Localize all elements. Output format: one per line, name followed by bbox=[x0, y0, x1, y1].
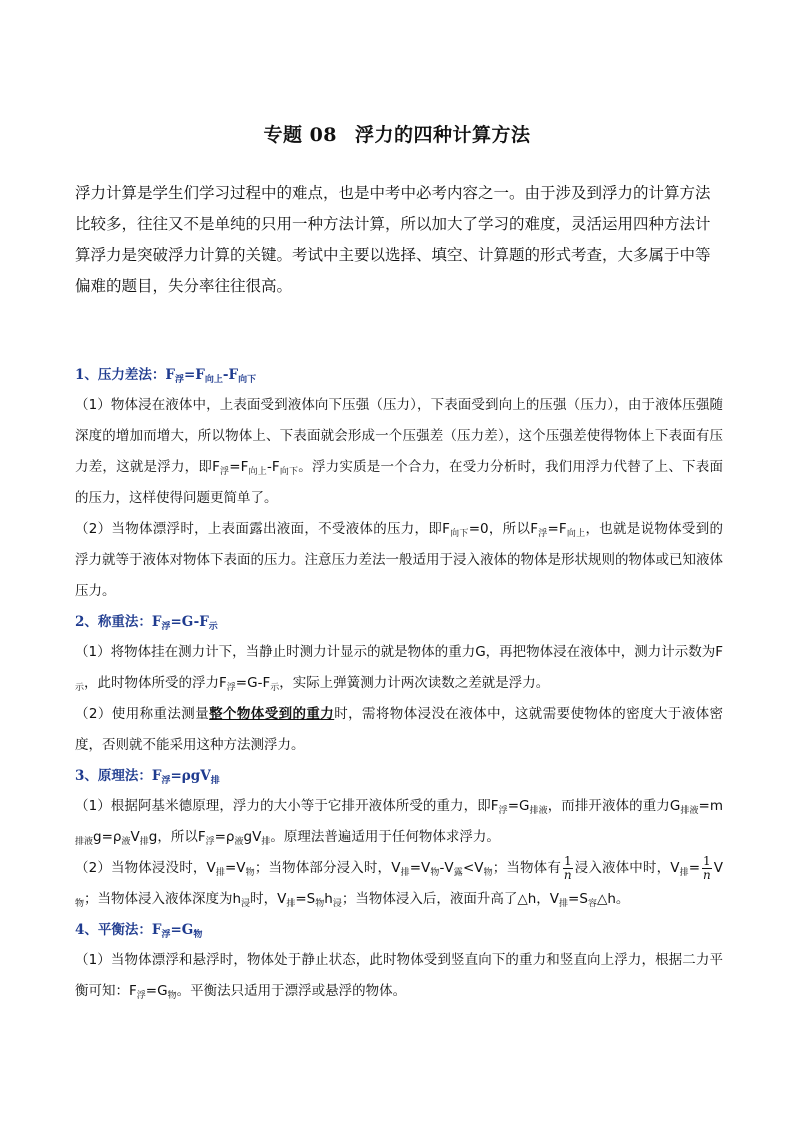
fraction-one-over-n: $\frac{1}{n}$ bbox=[563, 853, 572, 882]
section-1-paragraph-1: （1）物体浸在液体中，上表面受到液体向下压强（压力），下表面受到向上的压强（压力），由于液体压强随深度的增加而增大，所以物体上、下表面就会形成一个压强差（压力差），这个压强差使得物体上下表面有压力差，这就是浮力，即$F_浮=F_{向上}-F_{向下}$。浮力实质是一个合力，在受力分析时，我们用浮力代替了上、下表面的压力，这样使得问题更简单了。 bbox=[75, 397, 723, 506]
section-3-paragraph-1: （1）根据阿基米德原理，浮力的大小等于它排开液体所受的重力，即$F_浮=G_{排液}$，而排开液体的重力$G_{排液}=m_{排液}g=\rho_液V_排g$，所以$F_浮=\rho_液gV_排$。原理法普遍适用于任何物体求浮力。 bbox=[75, 798, 723, 847]
section-2-paragraph-2: （2）使用称重法测量整个物体受到的重力时，需将物体浸没在液体中，这就需要使物体的密度大于液体密度，否则就不能采用这种方法测浮力。 bbox=[75, 706, 724, 753]
page-title bbox=[0, 120, 794, 147]
intro-paragraph bbox=[75, 178, 723, 302]
section-2-paragraph-1: （1）将物体挂在测力计下，当静止时测力计显示的就是物体的重力G，再把物体浸在液体中，测力计示数为$F_示$，此时物体所受的浮力$F_浮=G-F_示$，实际上弹簧测力计两次读数之差就是浮力。 bbox=[75, 644, 723, 693]
content-body bbox=[75, 360, 723, 1007]
fraction-one-over-n-2: $\frac{1}{n}$ bbox=[703, 853, 711, 882]
title-main: 浮力的四种计算方法 bbox=[355, 124, 531, 146]
underlined-phrase: 整个物体受到的重力 bbox=[209, 706, 335, 722]
section-1-heading: 1、压力差法：$F_浮=F_{向上}-F_{向下}$ bbox=[75, 367, 257, 385]
section-3-paragraph-2: （2）当物体浸没时，$V_排=V_物$；当物体部分浸入时，$V_排=V_物-V_露<V_物$；当物体有 $\frac{1}{n}$ 浸入液体中时，$V_排=$ $\frac{1}{n}$ $V_物$；当物体浸入液体深度为$h_浸$时，$V_排=S_物h_浸$；当物体浸入后，液面升高了△h，$V_排=S_容\triangle h$。 bbox=[75, 853, 723, 909]
section-3-heading: 3、原理法：$F_浮=\rho gV_排$ bbox=[75, 768, 220, 786]
section-2-heading: 2、称重法：$F_浮=G-F_示$ bbox=[75, 614, 218, 632]
section-4-heading: 4、平衡法：$F_浮=G_物$ bbox=[75, 922, 203, 940]
section-1-paragraph-2: （2）当物体漂浮时，上表面露出液面，不受液体的压力，即$F_{向下}=0$，所以$F_浮=F_{向上}$，也就是说物体受到的浮力就等于液体对物体下表面的压力。注意压力差法一般适用于浸入液体的物体是形状规则的物体或已知液体压力。 bbox=[75, 521, 723, 599]
section-4-paragraph-1: （1）当物体漂浮和悬浮时，物体处于静止状态，此时物体受到竖直向下的重力和竖直向上浮力，根据二力平衡可知：$F_浮=G_物$。平衡法只适用于漂浮或悬浮的物体。 bbox=[75, 952, 723, 1001]
intro-text: 浮力计算是学生们学习过程中的难点，也是中考中必考内容之一。由于涉及到浮力的计算方法比较多，往往又不是单纯的只用一种方法计算，所以加大了学习的难度，灵活运用四种方法计算浮力是突破浮力计算的关键。考试中主要以选择、填空、计算题的形式考查，大多属于中等偏难的题目，失分率往往很高。 bbox=[75, 184, 711, 295]
title-prefix: 专题 08 bbox=[263, 124, 338, 146]
